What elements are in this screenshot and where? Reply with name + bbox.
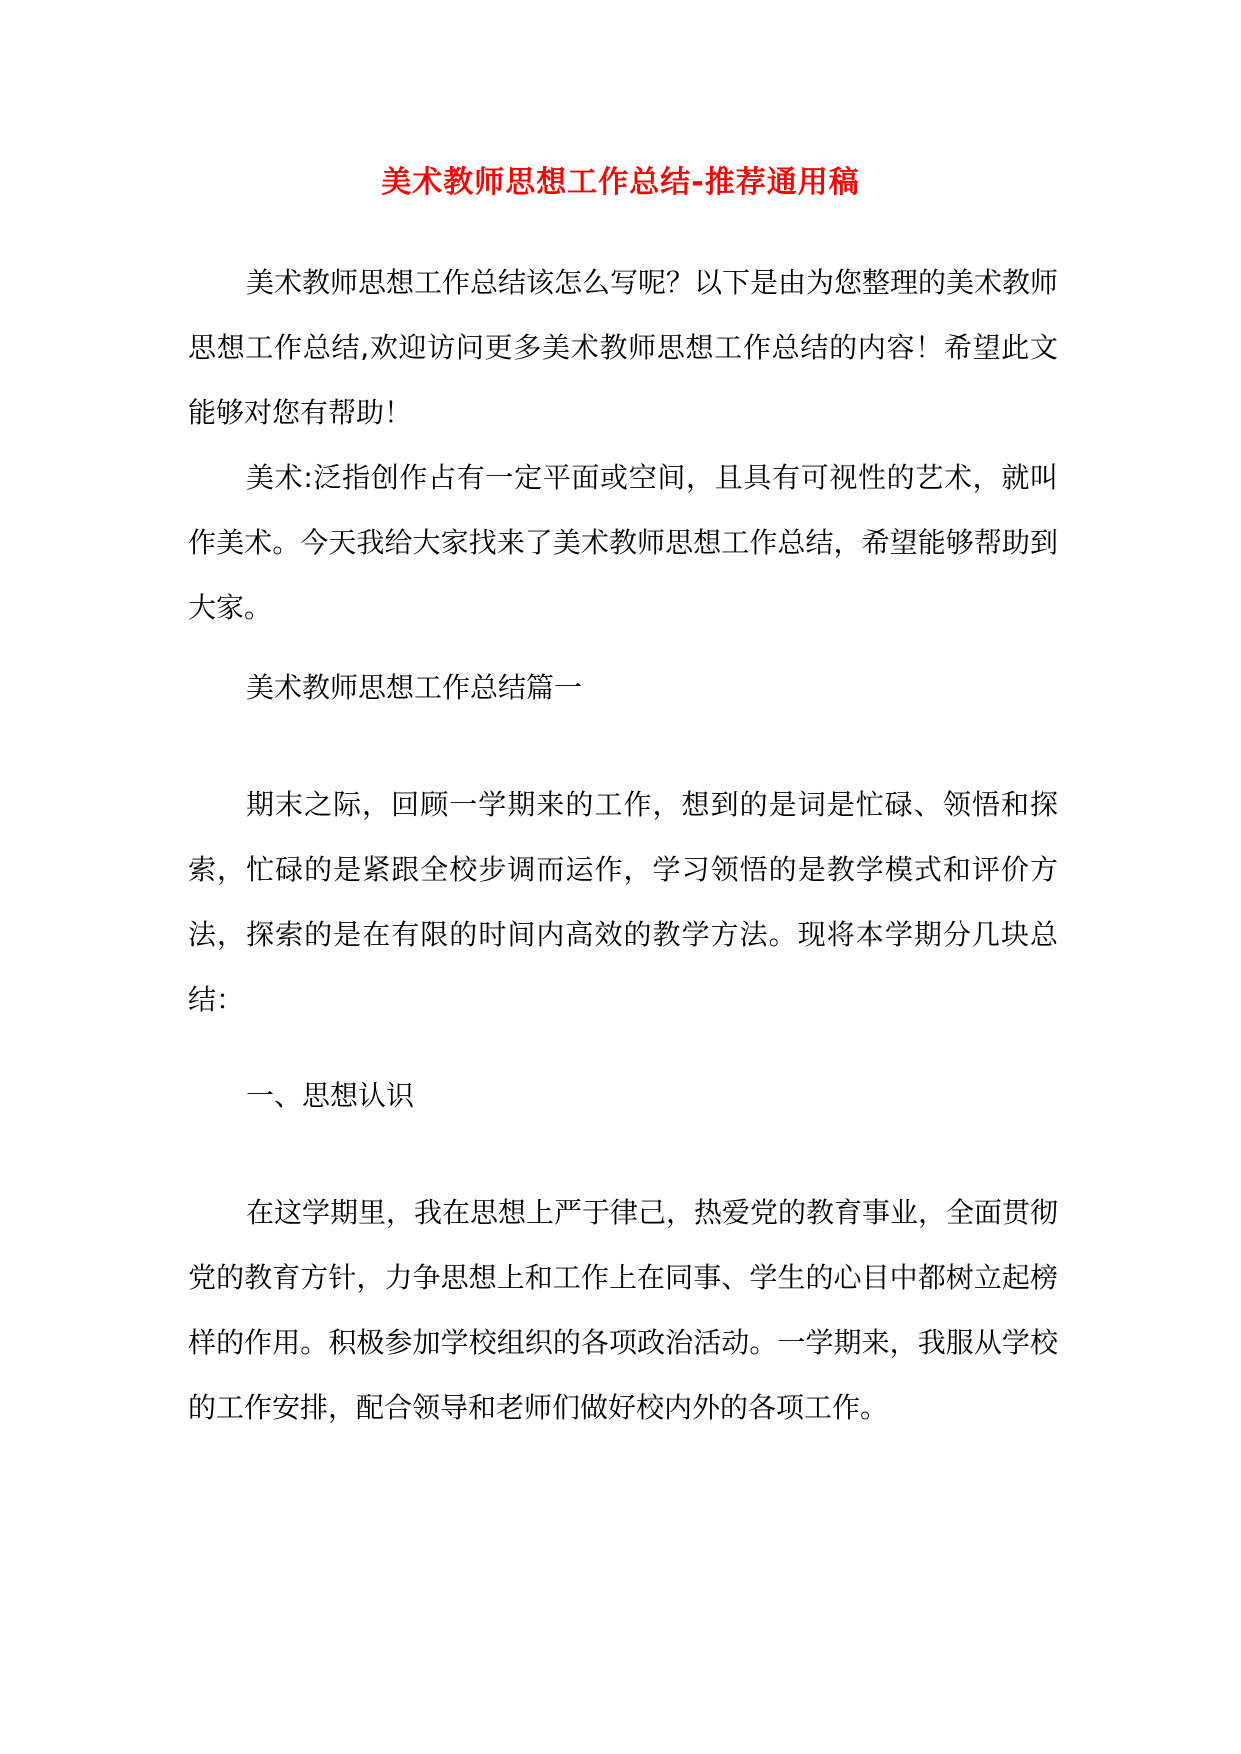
definition-paragraph: 美术:泛指创作占有一定平面或空间，且具有可视性的艺术，就叫作美术。今天我给大家找来了美术教师思想工作总结，希望能够帮助到大家。 <box>188 461 1058 624</box>
intro-paragraph: 美术教师思想工作总结该怎么写呢？以下是由为您整理的美术教师思想工作总结,欢迎访问更多美术教师思想工作总结的内容！希望此文能够对您有帮助！ <box>188 266 1059 429</box>
opening-paragraph: 期末之际，回顾一学期来的工作，想到的是词是忙碌、领悟和探索，忙碌的是紧跟全校步调而运作，学习领悟的是教学模式和评价方法，探索的是在有限的时间内高效的教学方法。现将本学期分几块总结： <box>188 788 1058 1016</box>
document-title: 美术教师思想工作总结-推荐通用稿 <box>381 165 860 200</box>
opening-block <box>188 772 1058 1032</box>
section-title: 美术教师思想工作总结篇一 <box>246 671 583 704</box>
intro-block <box>188 250 1058 640</box>
subheading-thought: 一、思想认识 <box>246 1079 415 1112</box>
thought-block <box>188 1180 1058 1440</box>
thought-paragraph: 在这学期里，我在思想上严于律己，热爱党的教育事业，全面贯彻党的教育方针，力争思想上和工作上在同事、学生的心目中都树立起榜样的作用。积极参加学校组织的各项政治活动。一学期来，我服从学校的工作安排，配合领导和老师们做好校内外的各项工作。 <box>188 1196 1059 1424</box>
